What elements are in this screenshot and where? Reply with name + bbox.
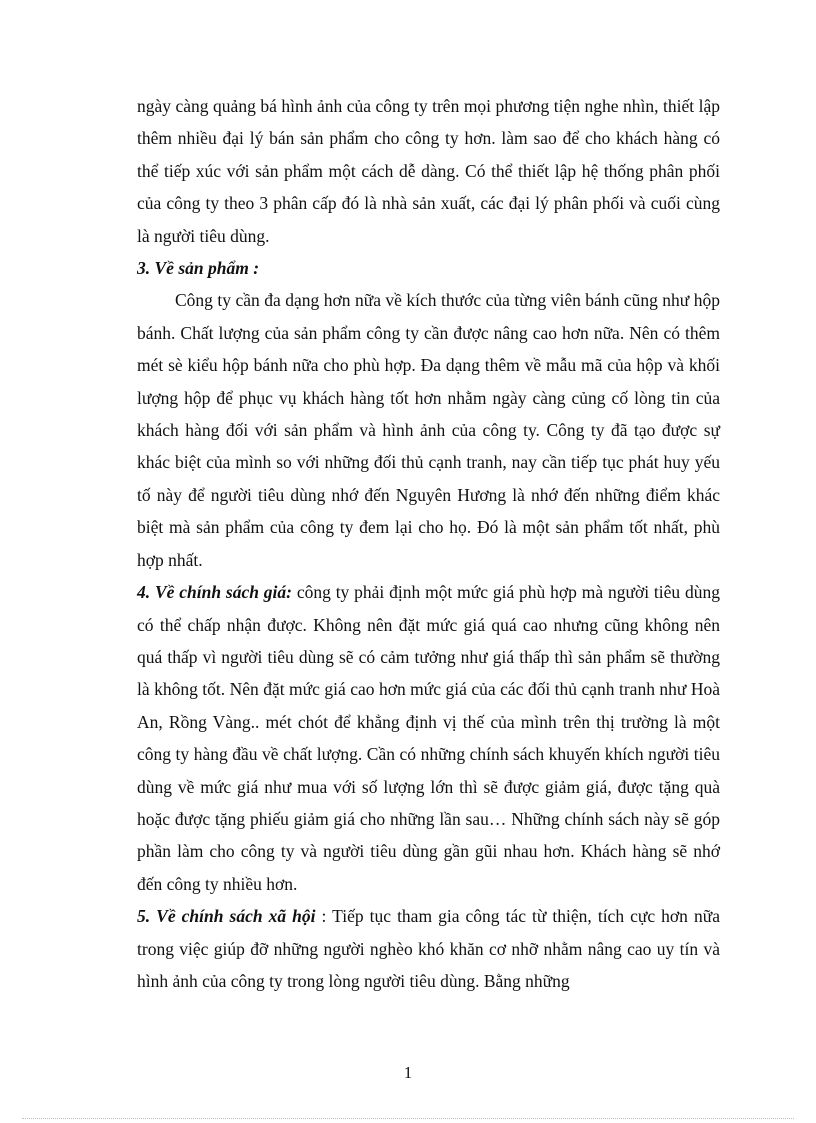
footer-divider bbox=[22, 1118, 794, 1119]
paragraph-distribution: ngày càng quảng bá hình ảnh của công ty trên mọi phương tiện nghe nhìn, thiết lập thêm nhiều đại lý bán sản phẩm cho công ty hơn. làm sao để cho khách hàng có thể tiếp xúc với sản phẩm một cách dễ dàng. Có thể thiết lập hệ thống phân phối của công ty theo 3 phân cấp đó là nhà sản xuất, các đại lý phân phối và cuối cùng là người tiêu dùng. bbox=[137, 96, 720, 246]
paragraph-product: Công ty cần đa dạng hơn nữa về kích thước của từng viên bánh cũng như hộp bánh. Chất lượng của sản phẩm công ty cần được nâng cao hơn nữa. Nên có thêm mét sè kiểu hộp bánh nữa cho phù hợp. Đa dạng thêm về mẫu mã của hộp và khối lượng hộp để phục vụ khách hàng tốt hơn nhằm ngày càng củng cố lòng tin của khách hàng đối với sản phẩm và hình ảnh của công ty. Công ty đã tạo được sự khác biệt của mình so với những đối thủ cạnh tranh, nay cần tiếp tục phát huy yếu tố này để người tiêu dùng nhớ đến Nguyên Hương là nhớ đến những điểm khác biệt mà sản phẩm của công ty đem lại cho họ. Đó là một sản phẩm tốt nhất, phù hợp nhất. bbox=[137, 290, 720, 570]
heading-social: 5. Về chính sách xã hội bbox=[137, 906, 316, 927]
page-number: 1 bbox=[403, 1063, 413, 1082]
price-text: công ty phải định một mức giá phù hợp mà người tiêu dùng có thể chấp nhận được. Không nên đặt mức giá quá cao nhưng cũng không nên quá thấp vì người tiêu dùng sẽ có cảm tưởng như giá thấp thì sản phẩm sẽ thường là không tốt. Nên đặt mức giá cao hơn mức giá của các đối thủ cạnh tranh như Hoà An, Rồng Vàng.. mét chót để khẳng định vị thế của mình trên thị trường là một công ty hàng đầu về chất lượng. Cần có những chính sách khuyến khích người tiêu dùng về mức giá như mua với số lượng lớn thì sẽ được giảm giá, được tặng quà hoặc được tặng phiếu giảm giá cho những lần sau… Những chính sách này sẽ góp phần làm cho công ty và người tiêu dùng gần gũi nhau hơn. Khách hàng sẽ nhớ đến công ty nhiều hơn. bbox=[137, 582, 720, 894]
social-text: : Tiếp tục tham gia công tác từ thiện, tích cực hơn nữa trong việc giúp đỡ những người nghèo khó khăn cơ nhỡ nhằm nâng cao uy tín và hình ảnh của công ty trong lòng người tiêu dùng. Bằng những bbox=[137, 906, 720, 991]
heading-price: 4. Về chính sách giá: bbox=[137, 582, 292, 603]
document-body bbox=[137, 90, 720, 997]
paragraph-social bbox=[137, 900, 720, 997]
heading-product: 3. Về sản phẩm : bbox=[137, 258, 260, 279]
paragraph-price bbox=[137, 576, 720, 900]
